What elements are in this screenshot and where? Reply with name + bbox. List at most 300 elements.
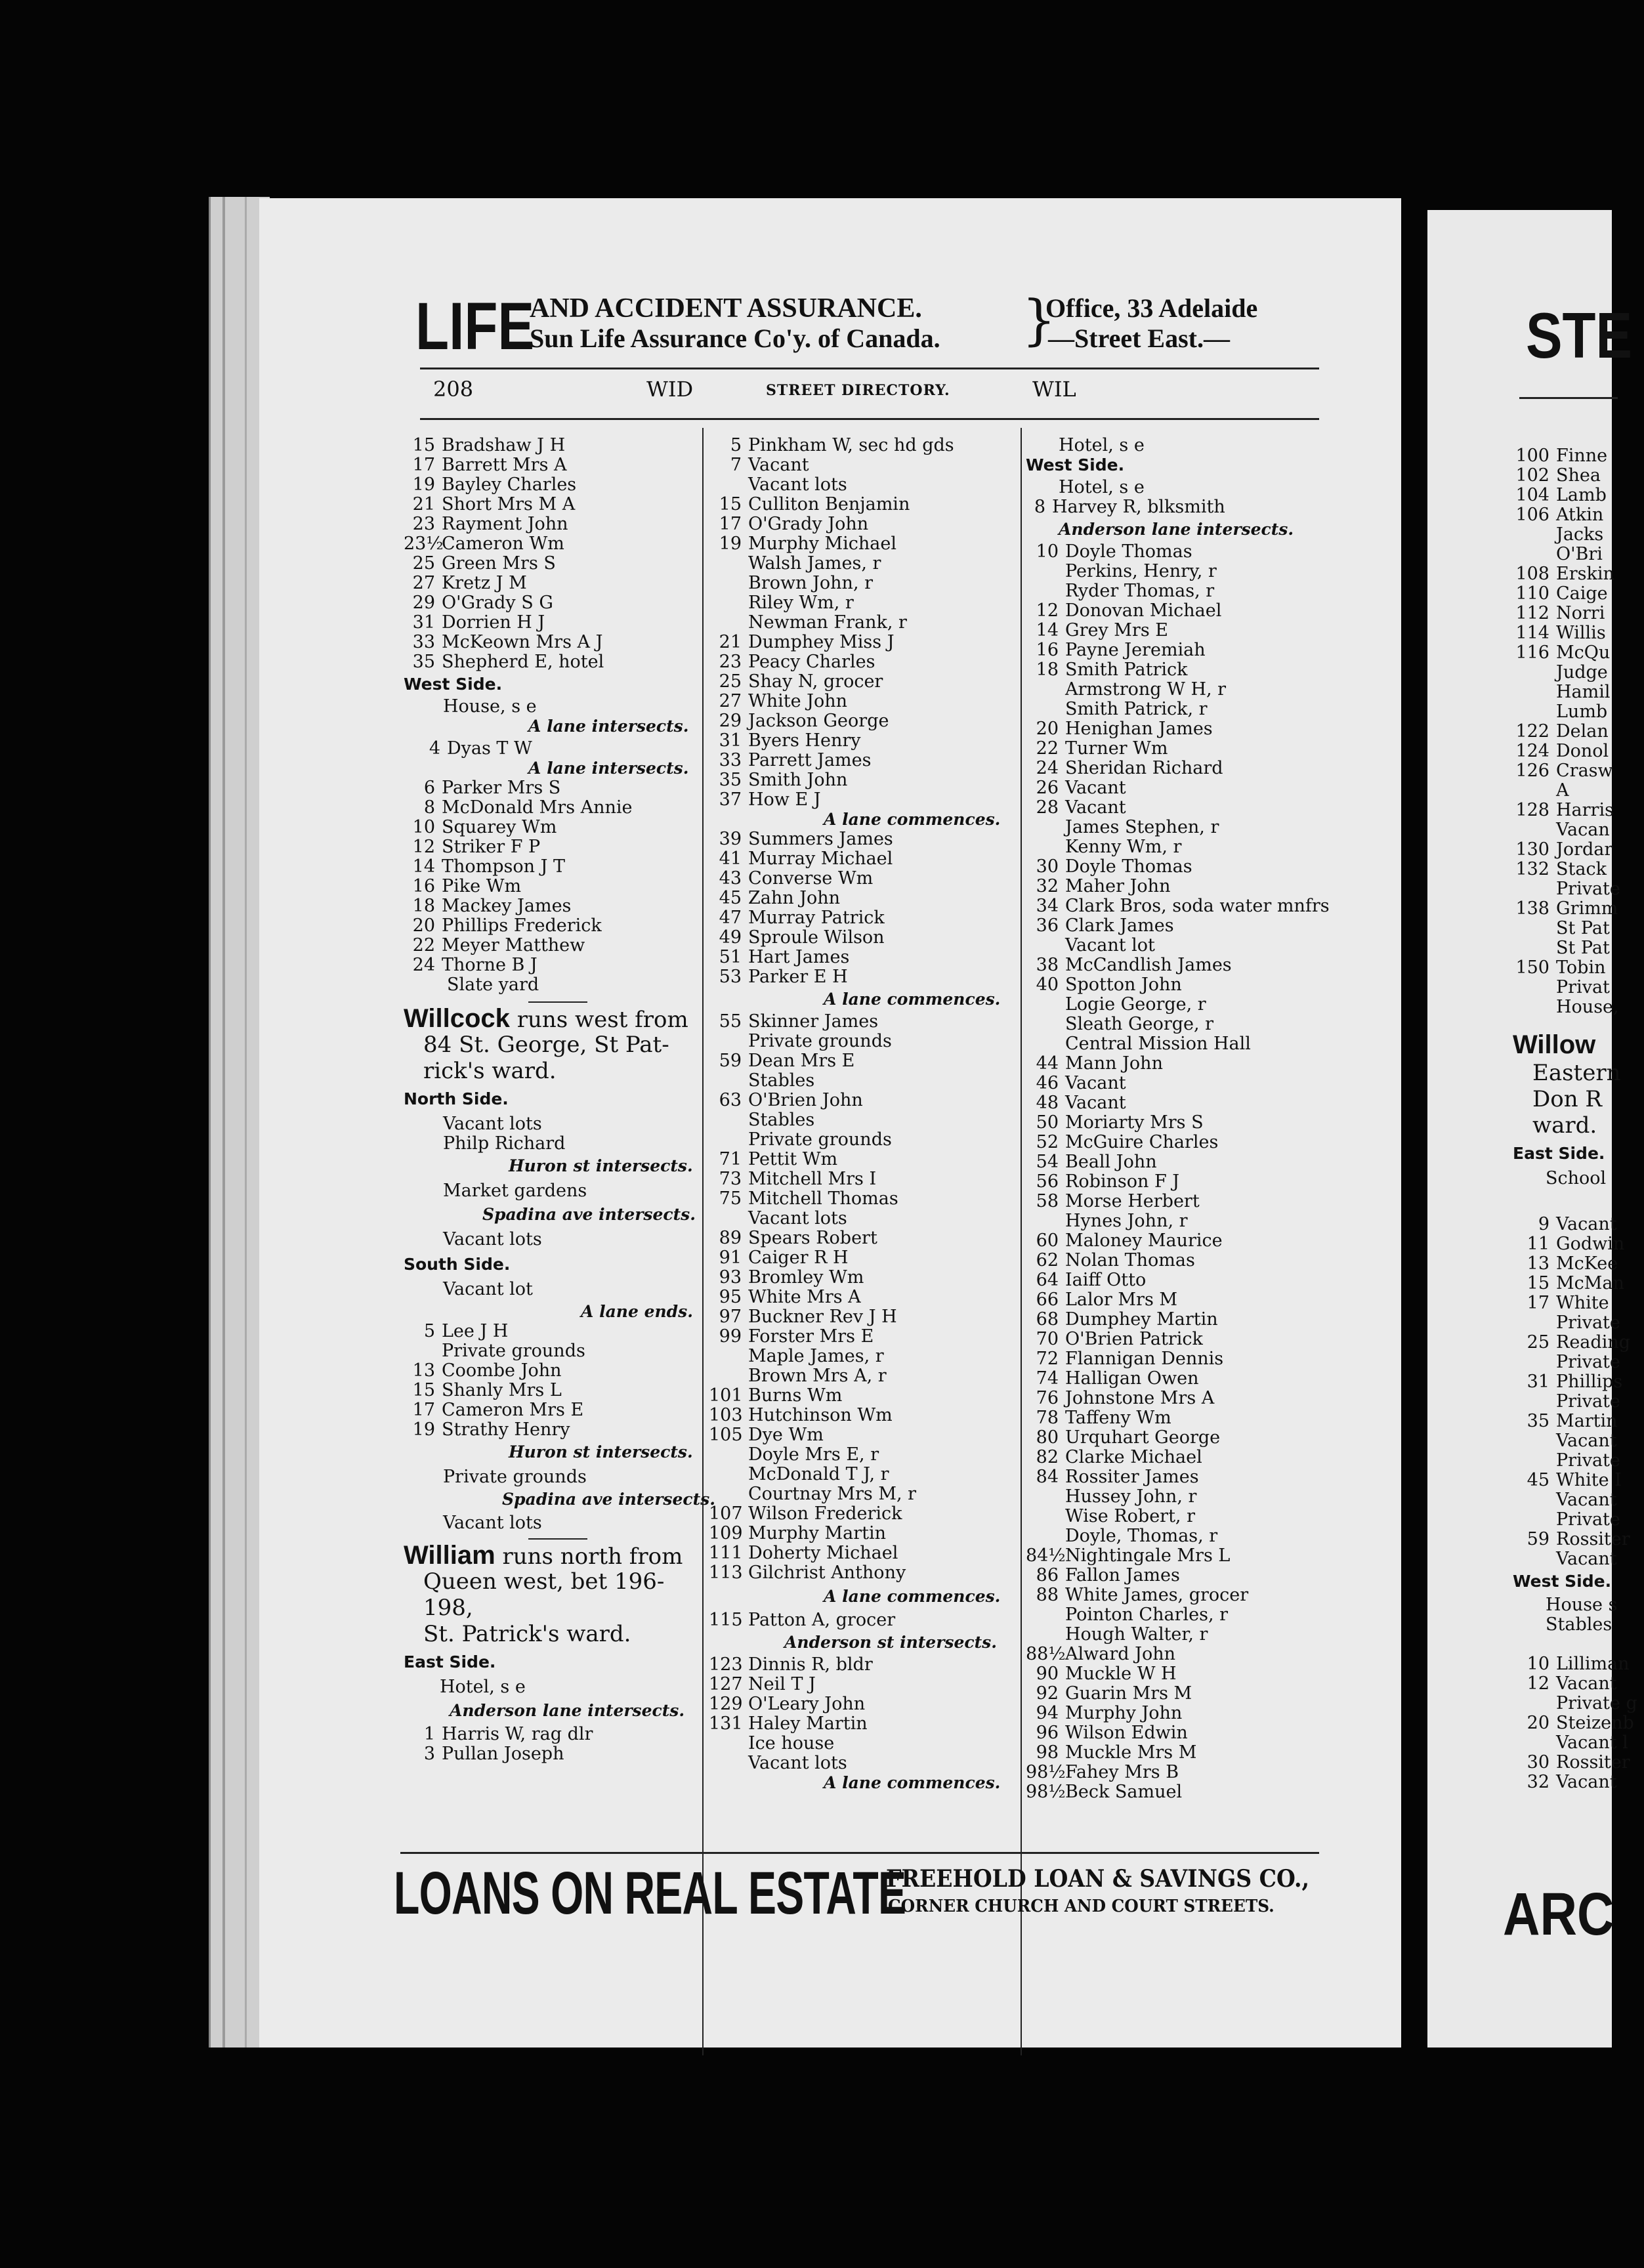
adjacent-entry-row [1513,998,1644,1017]
header-office-2: —Street East.— [1048,324,1230,353]
house-number: 98 [1036,1742,1059,1763]
adjacent-entry-row [1513,1274,1644,1293]
resident-name: Fahey Mrs B [1065,1762,1179,1782]
house-number: 49 [719,927,742,948]
house-number: 94 [1036,1703,1059,1723]
directory-entry-row [709,908,1017,928]
resident-name: Wilson Edwin [1065,1723,1188,1743]
patton-name: Patton A, grocer [748,1610,896,1630]
directory-entry-row [1026,837,1334,857]
house-number: 103 [709,1405,743,1425]
resident-name: Cameron Wm [442,534,564,554]
house-number: 18 [412,896,435,916]
directory-entry-row [709,1327,1017,1347]
house-number: 98½ [1026,1762,1066,1782]
house-number: 24 [1036,758,1059,778]
willow-desc-1: Eastern [1532,1060,1621,1086]
house-number: 8 [423,797,435,818]
resident-name: Johnstone Mrs A [1065,1388,1215,1408]
adjacent-entry-row [1513,545,1644,564]
house-number: 22 [412,935,435,956]
resident-name: Central Mission Hall [1065,1034,1251,1054]
resident-name: McMan [1556,1273,1624,1293]
directory-entry-row [709,1130,1017,1150]
resident-name: Nolan Thomas [1065,1250,1195,1270]
resident-name: Turner Wm [1065,738,1168,759]
adjacent-entry-row [1513,761,1644,781]
house-number: 107 [709,1503,743,1524]
resident-name: Vacant [1065,1073,1126,1093]
adjacent-entry-row [1513,1733,1644,1753]
adjacent-entry-row [1513,1293,1644,1313]
directory-entry-row [709,1110,1017,1130]
resident-name: Rossiter [1556,1529,1630,1549]
resident-name: Lamb [1556,485,1607,505]
resident-name: Grey Mrs E [1065,620,1168,640]
directory-entry-row [404,436,699,455]
directory-entry-row [404,652,699,672]
directory-entry-row [1026,1546,1334,1566]
house-number: 16 [412,876,435,896]
header-life: LIFE [415,289,535,364]
directory-entry-row [404,1341,699,1361]
resident-name: Robinson F J [1065,1171,1180,1192]
resident-name: Sproule Wilson [748,927,885,948]
house-number: 23 [719,652,742,672]
column-2-entries-3 [709,1012,1017,1583]
resident-name: Sheridan Richard [1065,758,1223,778]
directory-entry-row [709,889,1017,908]
directory-entry-row [1026,562,1334,581]
directory-entry-row [1026,1211,1334,1231]
directory-entry-row [709,1714,1017,1734]
directory-entry-row [404,613,699,633]
house-number: 13 [1527,1253,1549,1274]
resident-name: Hart James [748,947,850,967]
house-entry: House, s e [443,696,537,717]
adjacent-entry-row [1513,1753,1644,1773]
resident-name: Vacant [748,455,809,475]
adjacent-entry-row [1513,682,1644,702]
resident-name: Jordar [1556,839,1613,860]
adjacent-header-rule [1519,397,1618,399]
resident-name: Smith Patrick [1065,660,1188,680]
resident-name: Clark James [1065,915,1174,936]
house-number: 92 [1036,1683,1059,1704]
house-number: 110 [1515,583,1549,604]
resident-name: Mitchell Thomas [748,1188,898,1209]
house-number: 73 [719,1169,742,1189]
house-number: 109 [709,1523,743,1544]
column-divider-1 [702,428,704,2055]
spadina-intersects-1: Spadina ave intersects. [482,1205,696,1224]
directory-entry-row [404,956,699,975]
directory-entry-row [709,574,1017,593]
directory-entry-row [1026,818,1334,837]
resident-name: Buckner Rev J H [748,1307,897,1327]
adjacent-entries [1513,446,1644,1017]
resident-name: Clark Bros, soda water mnfrs [1065,896,1330,916]
harvey-entry [1026,497,1334,517]
directory-entry-row [1026,798,1334,818]
directory-entry-row [1026,621,1334,640]
resident-name: Pike Wm [442,876,522,896]
house-number: 55 [719,1011,742,1032]
directory-entry-row [1026,719,1334,739]
house-number: 5 [423,1321,435,1341]
adjacent-entry-row [1513,1713,1644,1733]
resident-name: Caiger R H [748,1248,849,1268]
resident-name: Lumb [1556,702,1608,722]
directory-entry-row [1026,1428,1334,1448]
directory-entry-row [709,1012,1017,1032]
directory-entry-row [709,1248,1017,1268]
adjacent-entry-row [1513,1471,1644,1490]
house-number: 75 [719,1188,742,1209]
adjacent-entry-row [1513,1510,1644,1530]
resident-name: Atkin [1556,505,1604,525]
directory-entry-row [404,495,699,514]
directory-entry-row [709,948,1017,967]
footer-company: FREEHOLD LOAN & SAVINGS CO., [886,1865,1310,1893]
resident-name: Muckle W H [1065,1664,1177,1684]
house-number: 90 [1036,1664,1059,1684]
resident-name: Crasw [1556,761,1613,781]
resident-name: Converse Wm [748,868,874,889]
resident-name: Vacant [1065,1093,1126,1113]
house-number: 21 [412,494,435,514]
column-1-entries-3 [404,1322,699,1440]
directory-entry-row [1026,877,1334,896]
west-side-heading: West Side. [404,675,503,694]
resident-name: Murray Michael [748,849,893,869]
directory-entry-row [1026,857,1334,877]
directory-entry-row [404,1420,699,1440]
directory-entry-row [404,1381,699,1400]
resident-name: Dumphey Martin [1065,1309,1218,1330]
column-1-entries [404,436,699,672]
resident-name: Mann John [1065,1053,1163,1074]
resident-name: Harris W, rag dlr [442,1724,593,1744]
resident-name: Iaiff Otto [1065,1270,1147,1290]
directory-entry-row [709,1694,1017,1714]
house-number: 12 [1527,1673,1549,1694]
resident-name: Phillips Frederick [442,915,602,936]
house-number: 30 [1527,1752,1549,1773]
directory-entry-row [1026,1526,1334,1546]
adjacent-entry-row [1513,978,1644,998]
directory-entry-row [709,1734,1017,1754]
resident-name: Vacant l [1556,1732,1628,1753]
resident-name: McKee [1556,1253,1618,1274]
resident-name: Green Mrs S [442,553,556,574]
directory-entry-row [404,778,699,798]
adjacent-entry-row [1513,486,1644,505]
directory-entry-row [709,967,1017,987]
resident-name: Vacant [1556,1673,1617,1694]
house-number: 34 [1036,896,1059,916]
resident-name: Perkins, Henry, r [1065,561,1217,581]
directory-entry-row [404,857,699,877]
directory-entry-row [709,1189,1017,1209]
directory-entry-row [1026,1310,1334,1330]
directory-entry-row [1026,1448,1334,1467]
directory-entry-row [709,1150,1017,1169]
house-number: 35 [719,770,742,790]
resident-name: O'Leary John [748,1694,866,1714]
adjacent-entry-row [1513,1674,1644,1694]
directory-entry-row [1026,660,1334,680]
resident-name: Kenny Wm, r [1065,837,1182,857]
resident-name: Barrett Mrs A [442,455,567,475]
resident-name: Finne [1556,446,1608,466]
resident-name: O'Brien Patrick [1065,1329,1203,1349]
house-number: 71 [719,1149,742,1169]
resident-name: Grimm [1556,898,1618,919]
adjacent-entry-row [1513,1451,1644,1471]
header-line2: Sun Life Assurance Co'y. of Canada. [530,324,940,353]
column-2-entries-2 [709,830,1017,987]
resident-name: Gilchrist Anthony [748,1563,906,1583]
resident-name: Stables [748,1110,815,1130]
resident-name: Flannigan Dennis [1065,1349,1224,1369]
resident-name: Vacan [1556,820,1610,840]
resident-name: A [1556,780,1569,801]
house-number: 95 [719,1287,742,1307]
resident-name: Vacant [1556,1549,1617,1569]
house-number: 31 [719,730,742,751]
directory-entry-row [1026,778,1334,798]
adjacent-entry-row [1513,938,1644,958]
hotel-entry-1: Hotel, s e [1059,435,1145,455]
willcock-street-name: Willcock [404,1004,510,1033]
directory-page [259,198,1401,2048]
resident-name: Private g [1556,1693,1637,1713]
resident-name: Dinnis R, bldr [748,1654,873,1675]
resident-name: Strathy Henry [442,1419,570,1440]
resident-name: Murphy Martin [748,1523,886,1544]
resident-name: O'Grady John [748,514,869,534]
directory-entry-row [709,672,1017,692]
resident-name: Burns Wm [748,1385,843,1406]
directory-entry-row [1026,1704,1334,1723]
directory-entry-row [1026,700,1334,719]
adjacent-entry-row [1513,919,1644,938]
resident-name: Smith Patrick, r [1065,699,1208,719]
adjacent-entry-row [1513,604,1644,623]
resident-name: Meyer Matthew [442,935,585,956]
adjacent-entry-row [1513,702,1644,722]
column-1-entries-2 [404,778,699,975]
house-number: 38 [1036,955,1059,975]
column-1-entries-4 [404,1725,699,1764]
directory-entry-row [1026,759,1334,778]
house-number: 19 [412,474,435,495]
house-number: 64 [1036,1270,1059,1290]
resident-name: Halligan Owen [1065,1368,1199,1389]
harvey-number: 8 [1034,497,1045,517]
adjacent-entry-row [1513,742,1644,761]
house-number: 15 [719,494,742,514]
adjacent-entries-3 [1513,1654,1644,1792]
house-number: 39 [719,829,742,849]
directory-entry-row [1026,680,1334,700]
south-side-heading: South Side. [404,1255,511,1274]
resident-name: Dean Mrs E [748,1051,855,1071]
directory-entry-row [1026,581,1334,601]
resident-name: Hutchinson Wm [748,1405,893,1425]
house-number: 78 [1036,1408,1059,1428]
resident-name: Thorne B J [442,955,537,975]
directory-entry-row [1026,1586,1334,1605]
house-number: 116 [1515,642,1549,663]
resident-name: Ryder Thomas, r [1065,581,1215,601]
directory-entry-row [404,936,699,956]
resident-name: Private [1556,1450,1620,1471]
resident-name: Skinner James [748,1011,879,1032]
adjacent-entry-row [1513,1215,1644,1234]
house-number: 127 [709,1674,743,1694]
house-number: 10 [412,817,435,837]
resident-name: Rayment John [442,514,568,534]
adjacent-entry-row [1513,1654,1644,1674]
house-number: 68 [1036,1309,1059,1330]
resident-name: McDonald T J, r [748,1464,889,1484]
resident-name: Donovan Michael [1065,600,1222,621]
directory-entry-row [709,711,1017,731]
william-heading [404,1541,699,1570]
resident-name: Lalor Mrs M [1065,1290,1178,1310]
house-number: 54 [1036,1152,1059,1172]
house-number: 59 [1527,1529,1549,1549]
directory-entry-row [1026,1645,1334,1664]
directory-entry-row [1026,936,1334,956]
resident-name: Murphy John [1065,1703,1183,1723]
house-number: 7 [730,455,742,475]
directory-entry-row [709,849,1017,869]
adjacent-entry-row [1513,1694,1644,1713]
lane-intersects-2: A lane intersects. [528,759,689,778]
header-rule-bottom [420,418,1319,420]
resident-name: Spears Robert [748,1228,877,1248]
house-number: 17 [1527,1293,1549,1313]
resident-name: Ice house [748,1733,835,1754]
resident-name: Guarin Mrs M [1065,1683,1192,1704]
header-office-1: Office, 33 Adelaide [1045,293,1258,323]
house-number: 72 [1036,1349,1059,1369]
house-number: 15 [412,435,435,455]
directory-entry-row [709,1307,1017,1327]
directory-entry-row [709,1406,1017,1425]
directory-entry-row [404,1400,699,1420]
directory-entry-row [1026,1408,1334,1428]
house-number: 33 [719,750,742,770]
directory-entry-row [1026,1290,1334,1310]
directory-entry-row [1026,1192,1334,1211]
directory-entry-row [709,1465,1017,1484]
resident-name: Rossiter James [1065,1467,1199,1487]
house-number: 96 [1036,1723,1059,1743]
house-number: 51 [719,947,742,967]
house-number: 52 [1036,1132,1059,1152]
house-number: 88½ [1026,1644,1066,1664]
adjacent-entry-row [1513,1234,1644,1254]
resident-name: Murray Patrick [748,908,885,928]
directory-entry-row [1026,1566,1334,1586]
house-number: 122 [1515,721,1549,742]
willow-desc-3: ward. [1532,1112,1597,1139]
resident-name: Mackey James [442,896,572,916]
directory-entry-row [404,916,699,936]
house-number: 80 [1036,1427,1059,1448]
resident-name: Lilliman [1556,1654,1630,1674]
resident-name: Erskin [1556,564,1614,584]
directory-entry-row [709,1288,1017,1307]
huron-intersects-1: Huron st intersects. [509,1156,693,1175]
adjacent-entry-row [1513,1530,1644,1549]
resident-name: Hussey John, r [1065,1486,1197,1507]
house-number: 15 [412,1380,435,1400]
resident-name: Vacant [1065,797,1126,818]
directory-entry-row [1026,1664,1334,1684]
house-number: 124 [1515,741,1549,761]
resident-name: Dye Wm [748,1425,824,1445]
resident-name: Private [1556,1312,1620,1333]
adjacent-header: STE [1526,299,1633,371]
resident-name: Private grounds [748,1129,892,1150]
market-gardens: Market gardens [443,1181,587,1201]
adjacent-entry-row [1513,1254,1644,1274]
house-number: 111 [709,1543,743,1563]
directory-entry-row [404,1322,699,1341]
directory-entry-row [709,1563,1017,1583]
resident-name: Mitchell Mrs I [748,1169,877,1189]
resident-name: Haley Martin [748,1713,868,1734]
house-number: 43 [719,868,742,889]
directory-entry-row [1026,1172,1334,1192]
directory-entry-row [404,896,699,916]
house-number: 104 [1515,485,1549,505]
column-3 [1026,436,1334,1802]
resident-name: Shepherd E, hotel [442,652,604,672]
patton-number: 115 [709,1610,743,1630]
house-number: 126 [1515,761,1549,781]
resident-name: Shea [1556,465,1601,486]
house-number: 74 [1036,1368,1059,1389]
directory-entry-row [709,633,1017,652]
vacant-lots-1: Vacant lots [443,1114,542,1134]
resident-name: Jacks [1556,524,1604,545]
resident-name: Clarke Michael [1065,1447,1202,1467]
directory-entry-row [1026,956,1334,975]
resident-name: Walsh James, r [748,553,881,574]
directory-entry-row [404,1744,699,1764]
directory-entry-row [1026,1389,1334,1408]
house-number: 130 [1515,839,1549,860]
anderson-lane-intersects: Anderson lane intersects. [450,1701,685,1720]
adjacent-entry-row [1513,1353,1644,1372]
william-desc-1: runs north from [502,1544,683,1570]
house-number: 41 [719,849,742,869]
resident-name: Stack [1556,859,1607,879]
directory-entry-row [709,1445,1017,1465]
east-side-heading: East Side. [404,1652,496,1671]
resident-name: Wise Robert, r [1065,1506,1196,1526]
directory-entry-row [404,554,699,574]
resident-name: Logie George, r [1065,994,1206,1015]
directory-entry-row [404,837,699,857]
house-number: 12 [412,837,435,857]
